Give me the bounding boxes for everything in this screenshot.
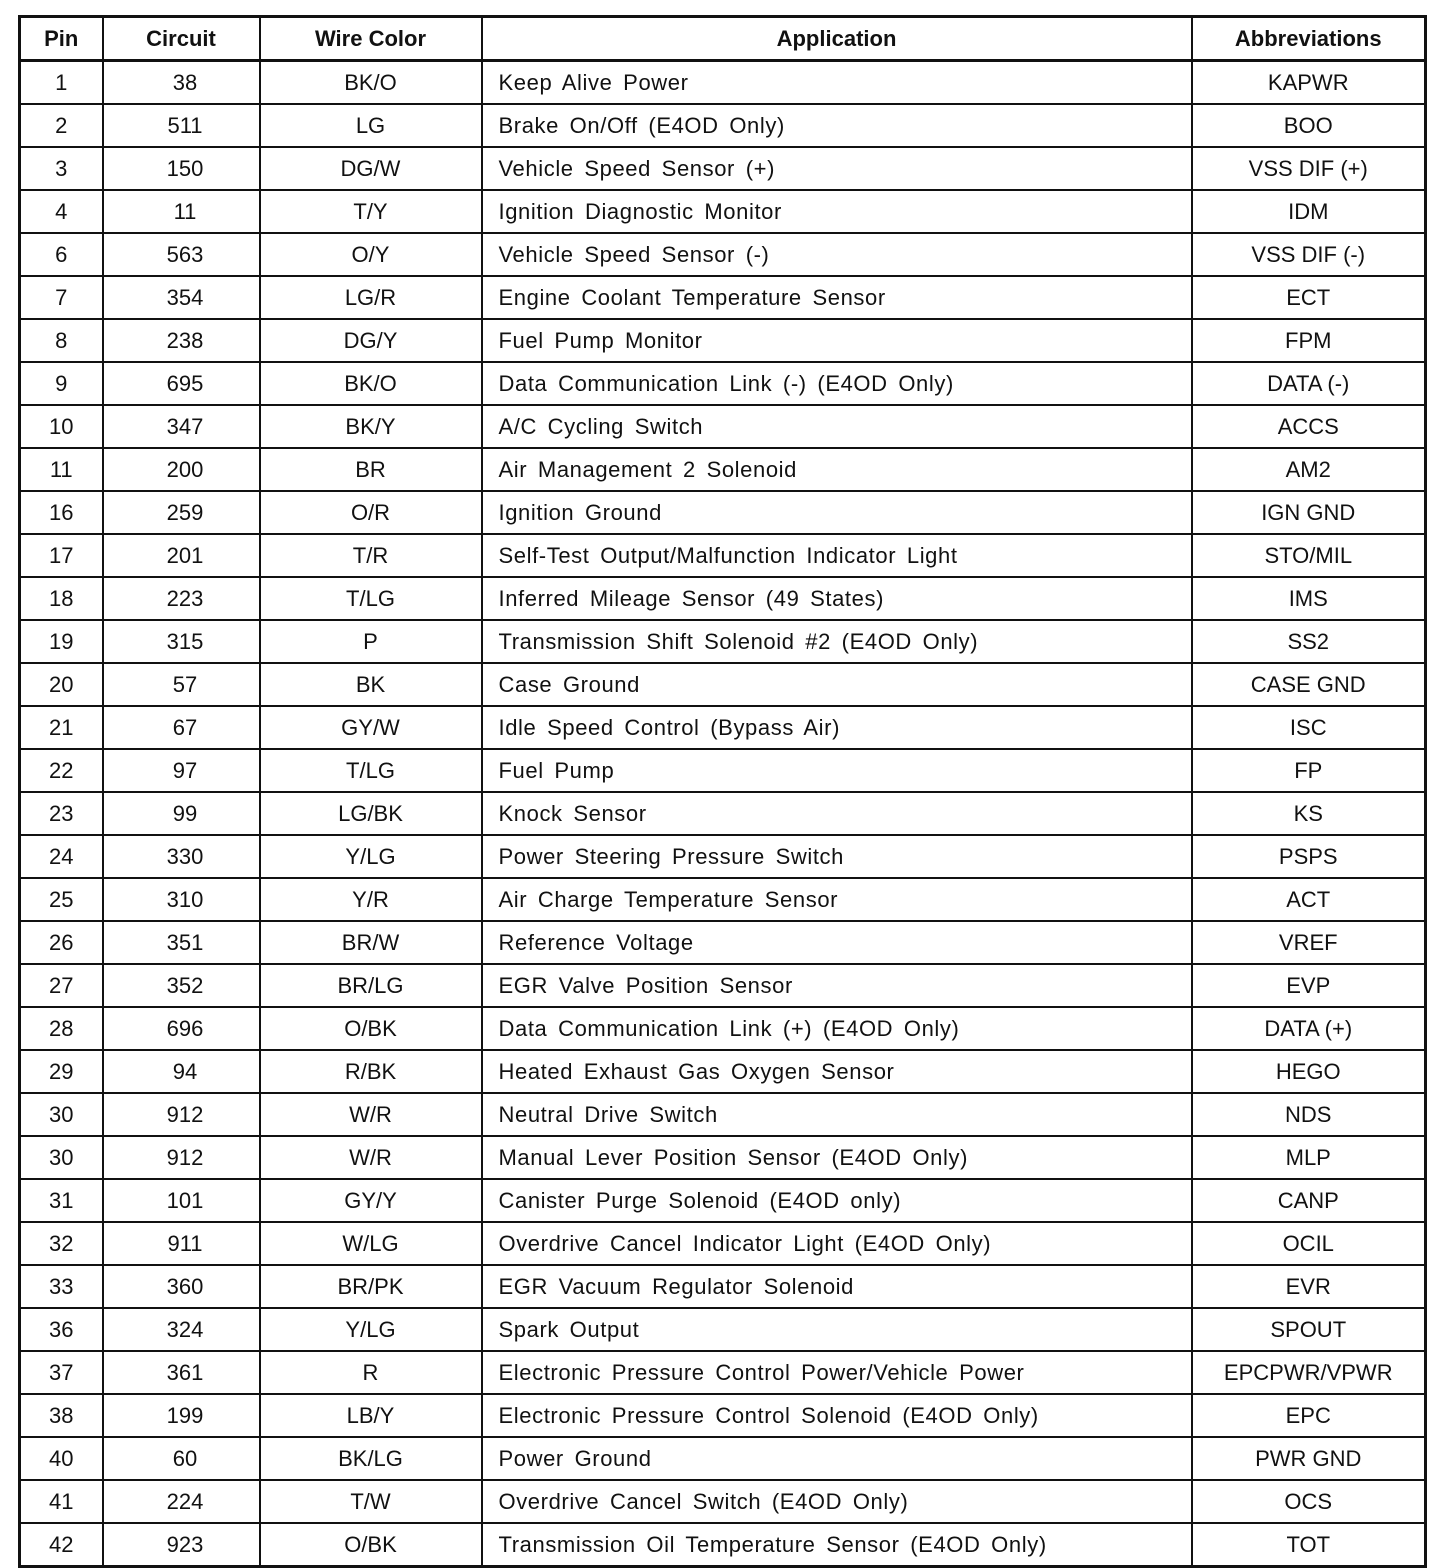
wire-color-cell: T/LG (260, 749, 482, 792)
pin-cell: 24 (20, 835, 103, 878)
pin-cell: 30 (20, 1093, 103, 1136)
pin-cell: 25 (20, 878, 103, 921)
application-cell: Vehicle Speed Sensor (-) (482, 233, 1192, 276)
table-row (20, 1308, 1426, 1351)
table-row (20, 1050, 1426, 1093)
circuit-cell: 99 (103, 792, 260, 835)
circuit-cell: 259 (103, 491, 260, 534)
wire-color-cell: BK (260, 663, 482, 706)
circuit-cell: 911 (103, 1222, 260, 1265)
abbreviation-cell: CANP (1192, 1179, 1426, 1222)
pin-cell: 23 (20, 792, 103, 835)
header-abbreviations: Abbreviations (1192, 17, 1426, 61)
abbreviation-cell: FPM (1192, 319, 1426, 362)
application-cell: Manual Lever Position Sensor (E4OD Only) (482, 1136, 1192, 1179)
circuit-cell: 696 (103, 1007, 260, 1050)
pin-cell: 22 (20, 749, 103, 792)
wire-color-cell: T/LG (260, 577, 482, 620)
abbreviation-cell: DATA (-) (1192, 362, 1426, 405)
pin-cell: 30 (20, 1136, 103, 1179)
abbreviation-cell: VSS DIF (-) (1192, 233, 1426, 276)
application-cell: Overdrive Cancel Indicator Light (E4OD Only) (482, 1222, 1192, 1265)
wire-color-cell: GY/W (260, 706, 482, 749)
table-row (20, 1179, 1426, 1222)
table-row (20, 1136, 1426, 1179)
table-row (20, 61, 1426, 105)
circuit-cell: 97 (103, 749, 260, 792)
pin-cell: 2 (20, 104, 103, 147)
abbreviation-cell: NDS (1192, 1093, 1426, 1136)
wire-color-cell: BR/PK (260, 1265, 482, 1308)
application-cell: Transmission Shift Solenoid #2 (E4OD Only) (482, 620, 1192, 663)
abbreviation-cell: STO/MIL (1192, 534, 1426, 577)
circuit-cell: 94 (103, 1050, 260, 1093)
pin-cell: 10 (20, 405, 103, 448)
wire-color-cell: BK/Y (260, 405, 482, 448)
wire-color-cell: BR (260, 448, 482, 491)
pin-assignment-table (18, 15, 1427, 1568)
application-cell: Inferred Mileage Sensor (49 States) (482, 577, 1192, 620)
table-row (20, 491, 1426, 534)
table-row (20, 620, 1426, 663)
circuit-cell: 57 (103, 663, 260, 706)
wire-color-cell: BR/W (260, 921, 482, 964)
header-application: Application (482, 17, 1192, 61)
application-cell: Heated Exhaust Gas Oxygen Sensor (482, 1050, 1192, 1093)
circuit-cell: 912 (103, 1093, 260, 1136)
circuit-cell: 354 (103, 276, 260, 319)
table-row (20, 362, 1426, 405)
wire-color-cell: T/W (260, 1480, 482, 1523)
pin-cell: 37 (20, 1351, 103, 1394)
table-row (20, 1437, 1426, 1480)
wire-color-cell: R (260, 1351, 482, 1394)
wire-color-cell: W/R (260, 1136, 482, 1179)
abbreviation-cell: ISC (1192, 706, 1426, 749)
circuit-cell: 315 (103, 620, 260, 663)
table-row (20, 190, 1426, 233)
application-cell: A/C Cycling Switch (482, 405, 1192, 448)
header-wire-color: Wire Color (260, 17, 482, 61)
application-cell: Overdrive Cancel Switch (E4OD Only) (482, 1480, 1192, 1523)
abbreviation-cell: ACT (1192, 878, 1426, 921)
circuit-cell: 201 (103, 534, 260, 577)
abbreviation-cell: ECT (1192, 276, 1426, 319)
abbreviation-cell: SS2 (1192, 620, 1426, 663)
circuit-cell: 347 (103, 405, 260, 448)
table-body (20, 61, 1426, 1567)
abbreviation-cell: SPOUT (1192, 1308, 1426, 1351)
header-row (20, 17, 1426, 61)
application-cell: Electronic Pressure Control Power/Vehicle Power (482, 1351, 1192, 1394)
application-cell: Idle Speed Control (Bypass Air) (482, 706, 1192, 749)
table-row (20, 104, 1426, 147)
circuit-cell: 101 (103, 1179, 260, 1222)
wire-color-cell: O/R (260, 491, 482, 534)
application-cell: Transmission Oil Temperature Sensor (E4OD Only) (482, 1523, 1192, 1567)
pin-cell: 26 (20, 921, 103, 964)
circuit-cell: 150 (103, 147, 260, 190)
pin-cell: 36 (20, 1308, 103, 1351)
table-row (20, 749, 1426, 792)
table-row (20, 577, 1426, 620)
pin-cell: 31 (20, 1179, 103, 1222)
circuit-cell: 224 (103, 1480, 260, 1523)
wire-color-cell: Y/R (260, 878, 482, 921)
pin-cell: 41 (20, 1480, 103, 1523)
circuit-cell: 310 (103, 878, 260, 921)
wire-color-cell: T/R (260, 534, 482, 577)
table-row (20, 921, 1426, 964)
pin-cell: 27 (20, 964, 103, 1007)
circuit-cell: 360 (103, 1265, 260, 1308)
pin-cell: 33 (20, 1265, 103, 1308)
pin-cell: 1 (20, 61, 103, 105)
circuit-cell: 361 (103, 1351, 260, 1394)
pin-cell: 4 (20, 190, 103, 233)
pin-cell: 16 (20, 491, 103, 534)
abbreviation-cell: EVR (1192, 1265, 1426, 1308)
pin-cell: 8 (20, 319, 103, 362)
abbreviation-cell: IMS (1192, 577, 1426, 620)
circuit-cell: 60 (103, 1437, 260, 1480)
pin-cell: 19 (20, 620, 103, 663)
application-cell: EGR Vacuum Regulator Solenoid (482, 1265, 1192, 1308)
wire-color-cell: DG/W (260, 147, 482, 190)
abbreviation-cell: KS (1192, 792, 1426, 835)
table-row (20, 1394, 1426, 1437)
table-row (20, 319, 1426, 362)
pin-cell: 11 (20, 448, 103, 491)
application-cell: Spark Output (482, 1308, 1192, 1351)
application-cell: Vehicle Speed Sensor (+) (482, 147, 1192, 190)
abbreviation-cell: EPC (1192, 1394, 1426, 1437)
table-row (20, 878, 1426, 921)
pin-cell: 6 (20, 233, 103, 276)
table-row (20, 792, 1426, 835)
wire-color-cell: Y/LG (260, 1308, 482, 1351)
circuit-cell: 695 (103, 362, 260, 405)
abbreviation-cell: EVP (1192, 964, 1426, 1007)
abbreviation-cell: KAPWR (1192, 61, 1426, 105)
table-row (20, 835, 1426, 878)
pin-cell: 3 (20, 147, 103, 190)
wire-color-cell: T/Y (260, 190, 482, 233)
wire-color-cell: P (260, 620, 482, 663)
application-cell: Air Charge Temperature Sensor (482, 878, 1192, 921)
header-pin: Pin (20, 17, 103, 61)
table-row (20, 1007, 1426, 1050)
pin-cell: 9 (20, 362, 103, 405)
abbreviation-cell: OCS (1192, 1480, 1426, 1523)
application-cell: Knock Sensor (482, 792, 1192, 835)
application-cell: Ignition Diagnostic Monitor (482, 190, 1192, 233)
circuit-cell: 223 (103, 577, 260, 620)
table-row (20, 1093, 1426, 1136)
wire-color-cell: W/LG (260, 1222, 482, 1265)
wire-color-cell: W/R (260, 1093, 482, 1136)
application-cell: Fuel Pump Monitor (482, 319, 1192, 362)
abbreviation-cell: DATA (+) (1192, 1007, 1426, 1050)
wire-color-cell: O/Y (260, 233, 482, 276)
table-row (20, 663, 1426, 706)
table-row (20, 1351, 1426, 1394)
application-cell: Ignition Ground (482, 491, 1192, 534)
abbreviation-cell: IGN GND (1192, 491, 1426, 534)
wire-color-cell: LG/BK (260, 792, 482, 835)
pin-cell: 32 (20, 1222, 103, 1265)
circuit-cell: 67 (103, 706, 260, 749)
application-cell: Brake On/Off (E4OD Only) (482, 104, 1192, 147)
circuit-cell: 511 (103, 104, 260, 147)
circuit-cell: 199 (103, 1394, 260, 1437)
application-cell: Power Steering Pressure Switch (482, 835, 1192, 878)
application-cell: Fuel Pump (482, 749, 1192, 792)
abbreviation-cell: EPCPWR/VPWR (1192, 1351, 1426, 1394)
application-cell: EGR Valve Position Sensor (482, 964, 1192, 1007)
abbreviation-cell: TOT (1192, 1523, 1426, 1567)
table-row (20, 534, 1426, 577)
abbreviation-cell: PWR GND (1192, 1437, 1426, 1480)
wire-color-cell: BK/O (260, 362, 482, 405)
application-cell: Electronic Pressure Control Solenoid (E4OD Only) (482, 1394, 1192, 1437)
abbreviation-cell: ACCS (1192, 405, 1426, 448)
table-row (20, 448, 1426, 491)
circuit-cell: 238 (103, 319, 260, 362)
abbreviation-cell: MLP (1192, 1136, 1426, 1179)
wire-color-cell: Y/LG (260, 835, 482, 878)
pin-cell: 7 (20, 276, 103, 319)
abbreviation-cell: OCIL (1192, 1222, 1426, 1265)
abbreviation-cell: VREF (1192, 921, 1426, 964)
abbreviation-cell: PSPS (1192, 835, 1426, 878)
application-cell: Case Ground (482, 663, 1192, 706)
table-row (20, 1222, 1426, 1265)
abbreviation-cell: BOO (1192, 104, 1426, 147)
table-row (20, 706, 1426, 749)
wire-color-cell: O/BK (260, 1007, 482, 1050)
pin-cell: 38 (20, 1394, 103, 1437)
header-circuit: Circuit (103, 17, 260, 61)
abbreviation-cell: AM2 (1192, 448, 1426, 491)
wire-color-cell: LB/Y (260, 1394, 482, 1437)
circuit-cell: 324 (103, 1308, 260, 1351)
table-row (20, 1523, 1426, 1567)
wire-color-cell: LG/R (260, 276, 482, 319)
wire-color-cell: O/BK (260, 1523, 482, 1567)
table-row (20, 405, 1426, 448)
circuit-cell: 11 (103, 190, 260, 233)
pin-cell: 20 (20, 663, 103, 706)
abbreviation-cell: CASE GND (1192, 663, 1426, 706)
abbreviation-cell: FP (1192, 749, 1426, 792)
wire-color-cell: DG/Y (260, 319, 482, 362)
pin-cell: 18 (20, 577, 103, 620)
circuit-cell: 351 (103, 921, 260, 964)
wire-color-cell: BK/LG (260, 1437, 482, 1480)
abbreviation-cell: IDM (1192, 190, 1426, 233)
pin-cell: 42 (20, 1523, 103, 1567)
table-row (20, 147, 1426, 190)
wire-color-cell: BK/O (260, 61, 482, 105)
pin-cell: 17 (20, 534, 103, 577)
application-cell: Power Ground (482, 1437, 1192, 1480)
circuit-cell: 330 (103, 835, 260, 878)
abbreviation-cell: HEGO (1192, 1050, 1426, 1093)
wire-color-cell: BR/LG (260, 964, 482, 1007)
table-row (20, 1265, 1426, 1308)
pin-cell: 21 (20, 706, 103, 749)
pin-cell: 40 (20, 1437, 103, 1480)
application-cell: Engine Coolant Temperature Sensor (482, 276, 1192, 319)
circuit-cell: 38 (103, 61, 260, 105)
application-cell: Keep Alive Power (482, 61, 1192, 105)
application-cell: Reference Voltage (482, 921, 1192, 964)
wire-color-cell: LG (260, 104, 482, 147)
table-row (20, 233, 1426, 276)
application-cell: Neutral Drive Switch (482, 1093, 1192, 1136)
circuit-cell: 923 (103, 1523, 260, 1567)
abbreviation-cell: VSS DIF (+) (1192, 147, 1426, 190)
application-cell: Canister Purge Solenoid (E4OD only) (482, 1179, 1192, 1222)
circuit-cell: 352 (103, 964, 260, 1007)
table-header (20, 17, 1426, 61)
circuit-cell: 200 (103, 448, 260, 491)
circuit-cell: 912 (103, 1136, 260, 1179)
table-row (20, 964, 1426, 1007)
table-row (20, 1480, 1426, 1523)
application-cell: Air Management 2 Solenoid (482, 448, 1192, 491)
pin-cell: 28 (20, 1007, 103, 1050)
table-row (20, 276, 1426, 319)
wire-color-cell: GY/Y (260, 1179, 482, 1222)
application-cell: Data Communication Link (-) (E4OD Only) (482, 362, 1192, 405)
wire-color-cell: R/BK (260, 1050, 482, 1093)
application-cell: Self-Test Output/Malfunction Indicator Light (482, 534, 1192, 577)
pin-cell: 29 (20, 1050, 103, 1093)
application-cell: Data Communication Link (+) (E4OD Only) (482, 1007, 1192, 1050)
circuit-cell: 563 (103, 233, 260, 276)
